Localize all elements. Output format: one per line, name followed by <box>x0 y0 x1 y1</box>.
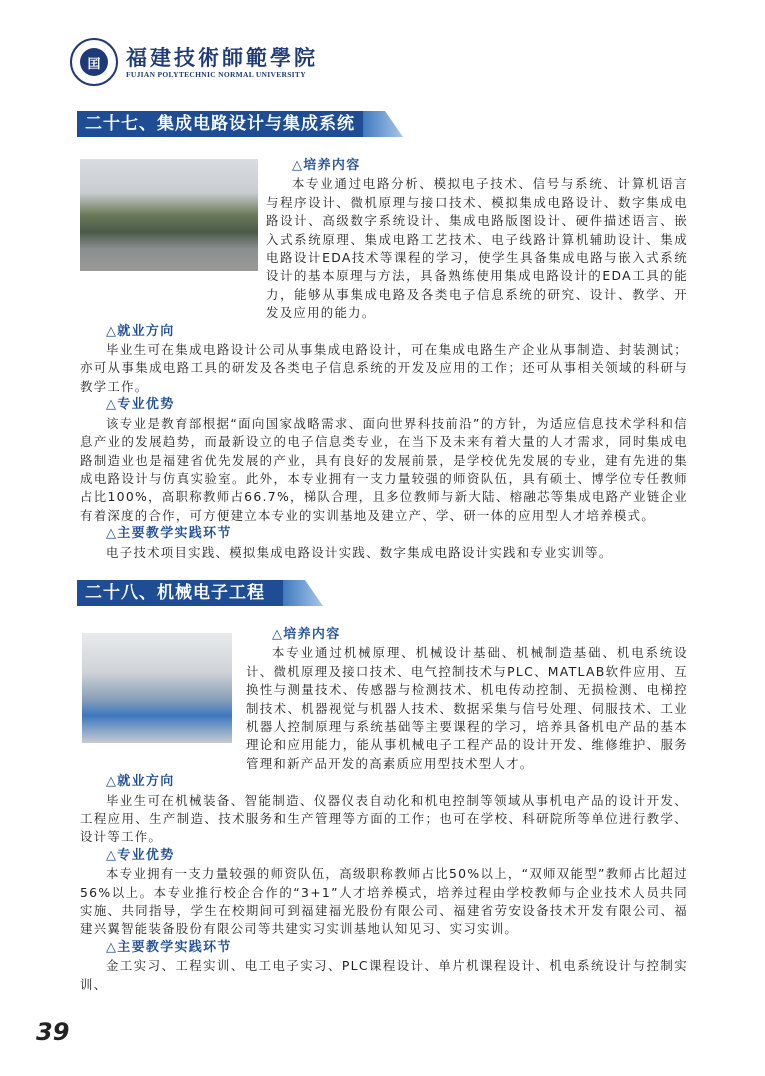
practice-text: 金工实习、工程实训、电工电子实习、PLC课程设计、单片机课程设计、机电系统设计与控制实训、 <box>80 958 688 992</box>
career-heading: △就业方向 <box>106 323 175 339</box>
career-heading: △就业方向 <box>106 774 175 790</box>
training-text: 本专业通过机械原理、机械设计基础、机械制造基础、机电系统设计、微机原理及接口技术、电气控制技术与PLC、MATLAB软件应用、互换性与测量技术、传感器与检测技术、机电传动控制、无损检测、电梯控制技术、机器视觉与机器人技术、数据采集与信号处理、伺服技术、工业机器人控制原理与系统基础等主要课程的学习，培养具备机电产品的基本理论和应用能力，能从事机械电子工程产品的设计开发、维修维护、服务管理和新产品开发的高素质应用型技术型人才。 <box>246 645 688 771</box>
training-block <box>246 626 688 773</box>
page-number: 39 <box>36 1018 70 1047</box>
group-photo <box>80 159 258 271</box>
logo-english-name: FUJIAN POLYTECHNIC NORMAL UNIVERSITY <box>126 69 306 79</box>
career-text: 毕业生可在集成电路设计公司从事集成电路设计，可在集成电路生产企业从事制造、封装测试；亦可从事集成电路工具的研发及各类电子信息系统的开发及应用的工作；还可从事相关领域的科研与教学工作。 <box>80 342 688 394</box>
section-27-intro <box>80 157 688 323</box>
practice-text: 电子技术项目实践、模拟集成电路设计实践、数字集成电路设计实践和专业实训等。 <box>106 544 613 560</box>
career-text: 毕业生可在机械装备、智能制造、仪器仪表自动化和机电控制等领域从事机电产品的设计开发、工程应用、生产制造、技术服务和生产管理等方面的工作；也可在学校、科研院所等单位进行教学、设计等工作。 <box>80 792 688 845</box>
lab-photo <box>82 633 232 743</box>
training-heading: △培养内容 <box>272 626 341 642</box>
logo-chinese-name: 福建技術師範學院 <box>126 44 318 70</box>
section-banner-28 <box>77 580 402 606</box>
seal-icon: 囯 <box>70 38 118 86</box>
advantage-text: 本专业拥有一支力量较强的师资队伍，高级职称教师占比50%以上，“双师双能型”教师占比超过56%以上。本专业推行校企合作的“3+1”人才培养模式，培养过程由学校教师与企业技术人员共同实施、共同指导，学生在校期间可到福建福光股份有限公司、福建省劳安设备技术开发有限公司、福建兴翼智能装备股份有限公司等共建实习实训基地认知见习、实习实训。 <box>80 866 688 937</box>
section-28-body <box>80 773 688 994</box>
practice-heading: △主要教学实践环节 <box>106 526 232 542</box>
university-logo <box>70 38 765 86</box>
advantage-heading: △专业优势 <box>106 397 175 413</box>
advantage-text: 该专业是教育部根据“面向国家战略需求、面向世界科技前沿”的方针，为适应信息技术学科和信息产业的发展趋势，而最新设立的电子信息类专业，在当下及未来有着大量的人才需求，同时集成电路制造业也是福建省优先发展的产业，具有良好的发展前景，是学校优先发展的专业，建有先进的集成电路设计与仿真实验室。此外，本专业拥有一支力量较强的师资队伍，具有硕士、博学位专任教师占比100%，高职称教师占66.7%，梯队合理，且多位教师与新大陆、榕融芯等集成电路产业链企业有着深度的合作，可方便建立本专业的实训基地及建立产、学、研一体的应用型人才培养模式。 <box>80 415 688 523</box>
section-title: 二十八、机械电子工程 <box>85 582 265 603</box>
training-block <box>266 157 688 323</box>
section-banner-27 <box>77 111 402 137</box>
training-heading: △培养内容 <box>292 158 361 173</box>
section-27-body <box>80 323 688 562</box>
advantage-heading: △专业优势 <box>106 847 175 863</box>
section-28-intro <box>80 626 688 773</box>
practice-heading: △主要教学实践环节 <box>106 939 232 955</box>
training-text: 本专业通过电路分析、模拟电子技术、信号与系统、计算机语言与程序设计、微机原理与接口技术、模拟集成电路设计、数字集成电路设计、高级数字系统设计、集成电路版图设计、硬件描述语言、嵌入式系统原理、集成电路工艺技术、电子线路计算机辅助设计、集成电路设计EDA技术等课程的学习，使学生具备集成电路与嵌入式系统设计的基本原理与方法，具备熟练使用集成电路设计的EDA工具的能力，能够从事集成电路及各类电子信息系统的研究、设计、教学、开发及应用的能力。 <box>266 176 688 321</box>
section-title: 二十七、集成电路设计与集成系统 <box>85 114 355 134</box>
